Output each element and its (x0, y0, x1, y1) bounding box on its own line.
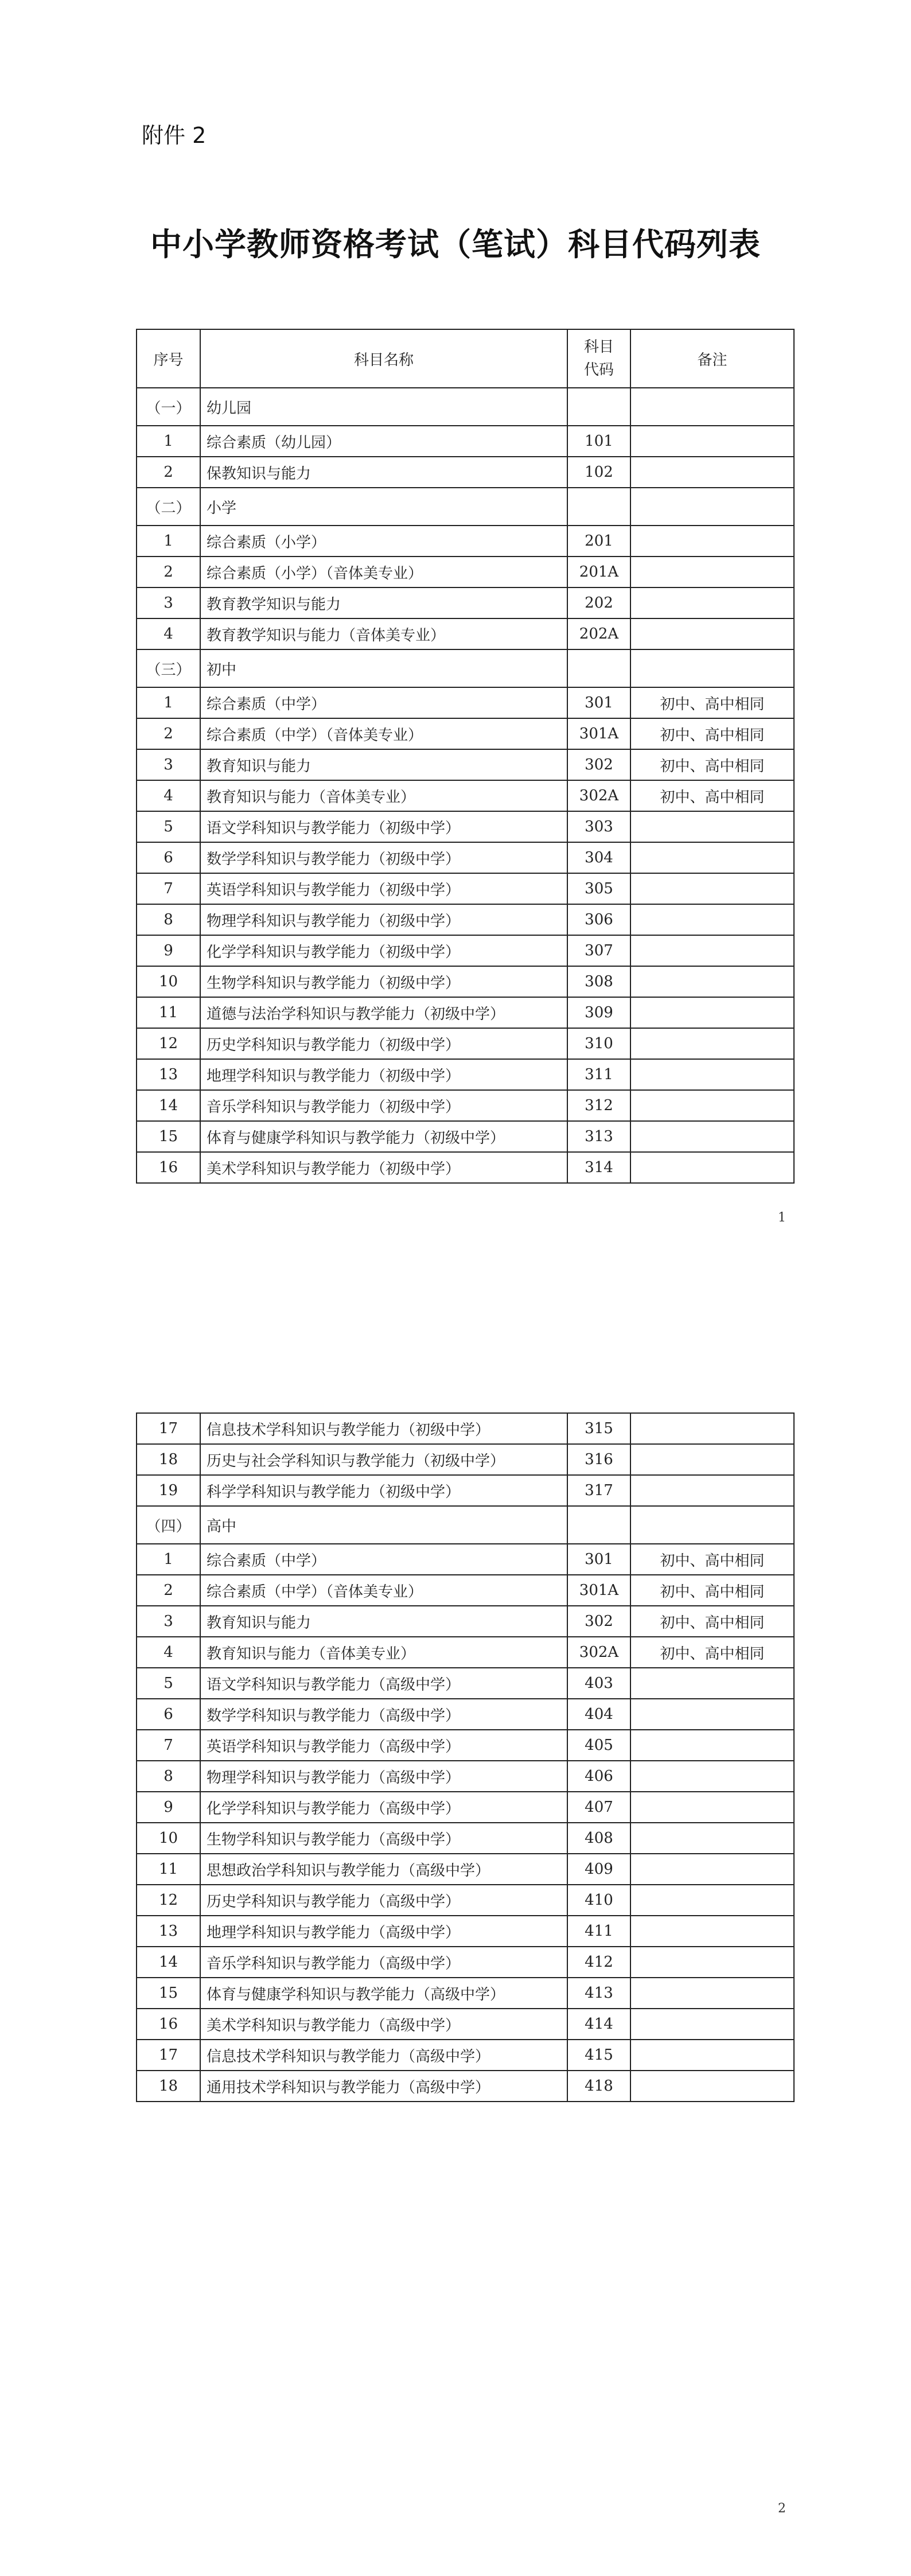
table-header-row (137, 329, 794, 388)
table-row (137, 1761, 794, 1792)
cell-note (630, 997, 794, 1028)
cell-no: 17 (137, 2040, 200, 2071)
cell-no: 12 (137, 1028, 200, 1059)
cell-section-name: 小学 (200, 488, 567, 526)
table-row (137, 997, 794, 1028)
cell-no: 4 (137, 780, 200, 811)
cell-code (567, 649, 630, 687)
cell-subject-name: 美术学科知识与教学能力（初级中学） (200, 1152, 567, 1183)
cell-no: 9 (137, 935, 200, 966)
cell-no: 1 (137, 526, 200, 557)
table-row (137, 587, 794, 618)
cell-subject-name: 化学学科知识与教学能力（初级中学） (200, 935, 567, 966)
cell-no: 4 (137, 618, 200, 649)
cell-note: 初中、高中相同 (630, 1544, 794, 1575)
subject-code-table-page-1 (136, 329, 795, 1184)
cell-note (630, 457, 794, 488)
cell-code: 307 (567, 935, 630, 966)
cell-note (630, 1730, 794, 1761)
cell-code: 313 (567, 1121, 630, 1152)
cell-note (630, 388, 794, 426)
table-row (137, 1413, 794, 1444)
cell-note (630, 488, 794, 526)
table-row (137, 1059, 794, 1090)
cell-code: 302 (567, 749, 630, 780)
cell-subject-name: 教育知识与能力（音体美专业） (200, 1637, 567, 1668)
cell-code: 406 (567, 1761, 630, 1792)
cell-no: 11 (137, 997, 200, 1028)
cell-note: 初中、高中相同 (630, 749, 794, 780)
cell-subject-name: 综合素质（小学） (200, 526, 567, 557)
table-row (137, 1444, 794, 1475)
table-row (137, 1028, 794, 1059)
header-note: 备注 (630, 329, 794, 388)
cell-code: 312 (567, 1090, 630, 1121)
cell-note: 初中、高中相同 (630, 1637, 794, 1668)
cell-note (630, 1947, 794, 1978)
cell-code: 405 (567, 1730, 630, 1761)
cell-code: 412 (567, 1947, 630, 1978)
cell-note (630, 1090, 794, 1121)
cell-no: 8 (137, 1761, 200, 1792)
cell-note (630, 1978, 794, 2009)
cell-subject-name: 历史学科知识与教学能力（高级中学） (200, 1885, 567, 1916)
cell-subject-name: 化学学科知识与教学能力（高级中学） (200, 1792, 567, 1823)
cell-note (630, 935, 794, 966)
cell-subject-name: 综合素质（中学） (200, 1544, 567, 1575)
cell-code: 201A (567, 557, 630, 587)
table-row (137, 780, 794, 811)
cell-code: 101 (567, 426, 630, 457)
cell-code: 413 (567, 1978, 630, 2009)
cell-subject-name: 地理学科知识与教学能力（初级中学） (200, 1059, 567, 1090)
cell-code: 403 (567, 1668, 630, 1699)
cell-note (630, 811, 794, 842)
cell-code (567, 1506, 630, 1544)
cell-code: 306 (567, 904, 630, 935)
cell-note (630, 1059, 794, 1090)
cell-no: 1 (137, 426, 200, 457)
cell-no: 8 (137, 904, 200, 935)
cell-section-name: 幼儿园 (200, 388, 567, 426)
table-row (137, 1699, 794, 1730)
table-row (137, 1854, 794, 1885)
cell-code: 308 (567, 966, 630, 997)
cell-note (630, 618, 794, 649)
cell-subject-name: 数学学科知识与教学能力（初级中学） (200, 842, 567, 873)
header-code-line1: 科目 (583, 338, 614, 356)
cell-no: 7 (137, 1730, 200, 1761)
cell-subject-name: 综合素质（中学）（音体美专业） (200, 718, 567, 749)
cell-subject-name: 美术学科知识与教学能力（高级中学） (200, 2009, 567, 2040)
cell-subject-name: 综合素质（幼儿园） (200, 426, 567, 457)
cell-note: 初中、高中相同 (630, 718, 794, 749)
cell-code: 301A (567, 718, 630, 749)
cell-subject-name: 信息技术学科知识与教学能力（初级中学） (200, 1413, 567, 1444)
cell-no: 12 (137, 1885, 200, 1916)
cell-no: 13 (137, 1059, 200, 1090)
cell-no: 18 (137, 2071, 200, 2102)
cell-no: 6 (137, 1699, 200, 1730)
cell-code: 418 (567, 2071, 630, 2102)
cell-section-name: 高中 (200, 1506, 567, 1544)
table-row (137, 2071, 794, 2102)
table-row (137, 811, 794, 842)
cell-code: 302 (567, 1606, 630, 1637)
cell-note (630, 1823, 794, 1854)
table-row (137, 749, 794, 780)
table-row (137, 1668, 794, 1699)
table-row (137, 1792, 794, 1823)
cell-code (567, 488, 630, 526)
table-row (137, 873, 794, 904)
table-row (137, 1475, 794, 1506)
cell-note (630, 1506, 794, 1544)
cell-code: 302A (567, 780, 630, 811)
cell-subject-name: 体育与健康学科知识与教学能力（高级中学） (200, 1978, 567, 2009)
cell-code: 305 (567, 873, 630, 904)
cell-no: 3 (137, 1606, 200, 1637)
header-name: 科目名称 (200, 329, 567, 388)
cell-subject-name: 思想政治学科知识与教学能力（高级中学） (200, 1854, 567, 1885)
cell-note (630, 1152, 794, 1183)
cell-note (630, 1444, 794, 1475)
cell-note (630, 1885, 794, 1916)
cell-code: 303 (567, 811, 630, 842)
cell-code: 410 (567, 1885, 630, 1916)
cell-note: 初中、高中相同 (630, 687, 794, 718)
cell-no: 17 (137, 1413, 200, 1444)
cell-note (630, 873, 794, 904)
subject-code-table-page-2 (136, 1412, 795, 2102)
cell-no: 2 (137, 718, 200, 749)
table-row (137, 966, 794, 997)
cell-code: 301 (567, 687, 630, 718)
cell-code: 304 (567, 842, 630, 873)
cell-code: 415 (567, 2040, 630, 2071)
cell-note (630, 1916, 794, 1947)
cell-subject-name: 保教知识与能力 (200, 457, 567, 488)
table-body-page-2 (137, 1413, 794, 2102)
cell-note (630, 1792, 794, 1823)
section-row (137, 1506, 794, 1544)
cell-no: 2 (137, 557, 200, 587)
cell-subject-name: 信息技术学科知识与教学能力（高级中学） (200, 2040, 567, 2071)
cell-no: 10 (137, 1823, 200, 1854)
table-row (137, 904, 794, 935)
cell-subject-name: 教育教学知识与能力 (200, 587, 567, 618)
cell-no: 14 (137, 1090, 200, 1121)
cell-no: 4 (137, 1637, 200, 1668)
cell-no: 13 (137, 1916, 200, 1947)
cell-no: 18 (137, 1444, 200, 1475)
cell-note: 初中、高中相同 (630, 780, 794, 811)
cell-no: 6 (137, 842, 200, 873)
cell-note (630, 526, 794, 557)
table-row (137, 842, 794, 873)
cell-code: 301 (567, 1544, 630, 1575)
cell-no: 16 (137, 1152, 200, 1183)
cell-no: 1 (137, 1544, 200, 1575)
table-row (137, 1823, 794, 1854)
cell-note (630, 587, 794, 618)
cell-note (630, 1854, 794, 1885)
cell-no: 5 (137, 1668, 200, 1699)
cell-subject-name: 教育知识与能力 (200, 749, 567, 780)
table-row (137, 426, 794, 457)
cell-code: 202A (567, 618, 630, 649)
table-row (137, 526, 794, 557)
section-row (137, 649, 794, 687)
page-title: 中小学教师资格考试（笔试）科目代码列表 (150, 226, 761, 263)
cell-no: （四） (137, 1506, 200, 1544)
cell-code: 301A (567, 1575, 630, 1606)
cell-no: 11 (137, 1854, 200, 1885)
cell-no: 2 (137, 1575, 200, 1606)
table-row (137, 1978, 794, 2009)
table-row (137, 935, 794, 966)
cell-subject-name: 历史与社会学科知识与教学能力（初级中学） (200, 1444, 567, 1475)
table-row (137, 1121, 794, 1152)
cell-no: 15 (137, 1121, 200, 1152)
cell-note (630, 1668, 794, 1699)
table-row (137, 2009, 794, 2040)
cell-code: 409 (567, 1854, 630, 1885)
table-row (137, 1152, 794, 1183)
section-row (137, 488, 794, 526)
cell-no: 2 (137, 457, 200, 488)
cell-section-name: 初中 (200, 649, 567, 687)
section-row (137, 388, 794, 426)
cell-code: 302A (567, 1637, 630, 1668)
cell-note (630, 1121, 794, 1152)
cell-code: 201 (567, 526, 630, 557)
cell-subject-name: 通用技术学科知识与教学能力（高级中学） (200, 2071, 567, 2102)
cell-code: 407 (567, 1792, 630, 1823)
cell-subject-name: 教育教学知识与能力（音体美专业） (200, 618, 567, 649)
cell-code: 311 (567, 1059, 630, 1090)
cell-subject-name: 物理学科知识与教学能力（高级中学） (200, 1761, 567, 1792)
cell-code: 404 (567, 1699, 630, 1730)
cell-code: 316 (567, 1444, 630, 1475)
cell-note (630, 1699, 794, 1730)
cell-code: 314 (567, 1152, 630, 1183)
cell-no: 1 (137, 687, 200, 718)
cell-code: 315 (567, 1413, 630, 1444)
table-row (137, 1947, 794, 1978)
table-row (137, 1544, 794, 1575)
table-row (137, 1916, 794, 1947)
cell-note (630, 904, 794, 935)
cell-code: 102 (567, 457, 630, 488)
cell-no: 10 (137, 966, 200, 997)
page-number-2: 2 (778, 2501, 786, 2516)
cell-subject-name: 英语学科知识与教学能力（初级中学） (200, 873, 567, 904)
cell-no: （一） (137, 388, 200, 426)
cell-subject-name: 教育知识与能力 (200, 1606, 567, 1637)
cell-no: （三） (137, 649, 200, 687)
cell-no: 15 (137, 1978, 200, 2009)
attachment-label: 附件 2 (142, 123, 207, 148)
cell-no: 19 (137, 1475, 200, 1506)
cell-code: 202 (567, 587, 630, 618)
table-row (137, 1637, 794, 1668)
cell-subject-name: 历史学科知识与教学能力（初级中学） (200, 1028, 567, 1059)
cell-code: 408 (567, 1823, 630, 1854)
cell-subject-name: 综合素质（小学）（音体美专业） (200, 557, 567, 587)
cell-subject-name: 教育知识与能力（音体美专业） (200, 780, 567, 811)
cell-note: 初中、高中相同 (630, 1606, 794, 1637)
table-row (137, 557, 794, 587)
cell-note (630, 1761, 794, 1792)
cell-no: 3 (137, 587, 200, 618)
table-row (137, 687, 794, 718)
header-no: 序号 (137, 329, 200, 388)
cell-subject-name: 英语学科知识与教学能力（高级中学） (200, 1730, 567, 1761)
cell-subject-name: 音乐学科知识与教学能力（初级中学） (200, 1090, 567, 1121)
cell-no: 3 (137, 749, 200, 780)
cell-note (630, 2009, 794, 2040)
cell-subject-name: 生物学科知识与教学能力（高级中学） (200, 1823, 567, 1854)
cell-subject-name: 道德与法治学科知识与教学能力（初级中学） (200, 997, 567, 1028)
cell-subject-name: 科学学科知识与教学能力（初级中学） (200, 1475, 567, 1506)
cell-note (630, 426, 794, 457)
cell-note (630, 2071, 794, 2102)
cell-subject-name: 数学学科知识与教学能力（高级中学） (200, 1699, 567, 1730)
cell-code: 309 (567, 997, 630, 1028)
cell-note (630, 1413, 794, 1444)
table-row (137, 1730, 794, 1761)
cell-subject-name: 综合素质（中学） (200, 687, 567, 718)
cell-note: 初中、高中相同 (630, 1575, 794, 1606)
cell-subject-name: 音乐学科知识与教学能力（高级中学） (200, 1947, 567, 1978)
cell-no: 14 (137, 1947, 200, 1978)
table-row (137, 1575, 794, 1606)
cell-code (567, 388, 630, 426)
cell-subject-name: 语文学科知识与教学能力（初级中学） (200, 811, 567, 842)
cell-code: 411 (567, 1916, 630, 1947)
cell-note (630, 966, 794, 997)
table-row (137, 1885, 794, 1916)
cell-code: 317 (567, 1475, 630, 1506)
table-row (137, 1090, 794, 1121)
cell-subject-name: 物理学科知识与教学能力（初级中学） (200, 904, 567, 935)
cell-note (630, 2040, 794, 2071)
cell-subject-name: 体育与健康学科知识与教学能力（初级中学） (200, 1121, 567, 1152)
cell-no: 9 (137, 1792, 200, 1823)
cell-no: 5 (137, 811, 200, 842)
header-code (567, 329, 630, 388)
table-row (137, 1606, 794, 1637)
cell-note (630, 842, 794, 873)
table-row (137, 457, 794, 488)
cell-subject-name: 语文学科知识与教学能力（高级中学） (200, 1668, 567, 1699)
cell-code: 310 (567, 1028, 630, 1059)
cell-subject-name: 生物学科知识与教学能力（初级中学） (200, 966, 567, 997)
cell-note (630, 1475, 794, 1506)
header-code-line2: 代码 (583, 361, 614, 379)
cell-no: 7 (137, 873, 200, 904)
page-number-1: 1 (778, 1211, 786, 1225)
cell-no: 16 (137, 2009, 200, 2040)
table-body-page-1 (137, 388, 794, 1183)
cell-note (630, 649, 794, 687)
cell-note (630, 1028, 794, 1059)
cell-note (630, 557, 794, 587)
cell-code: 414 (567, 2009, 630, 2040)
cell-no: （二） (137, 488, 200, 526)
table-row (137, 2040, 794, 2071)
table-row (137, 618, 794, 649)
cell-subject-name: 综合素质（中学）（音体美专业） (200, 1575, 567, 1606)
cell-subject-name: 地理学科知识与教学能力（高级中学） (200, 1916, 567, 1947)
table-row (137, 718, 794, 749)
